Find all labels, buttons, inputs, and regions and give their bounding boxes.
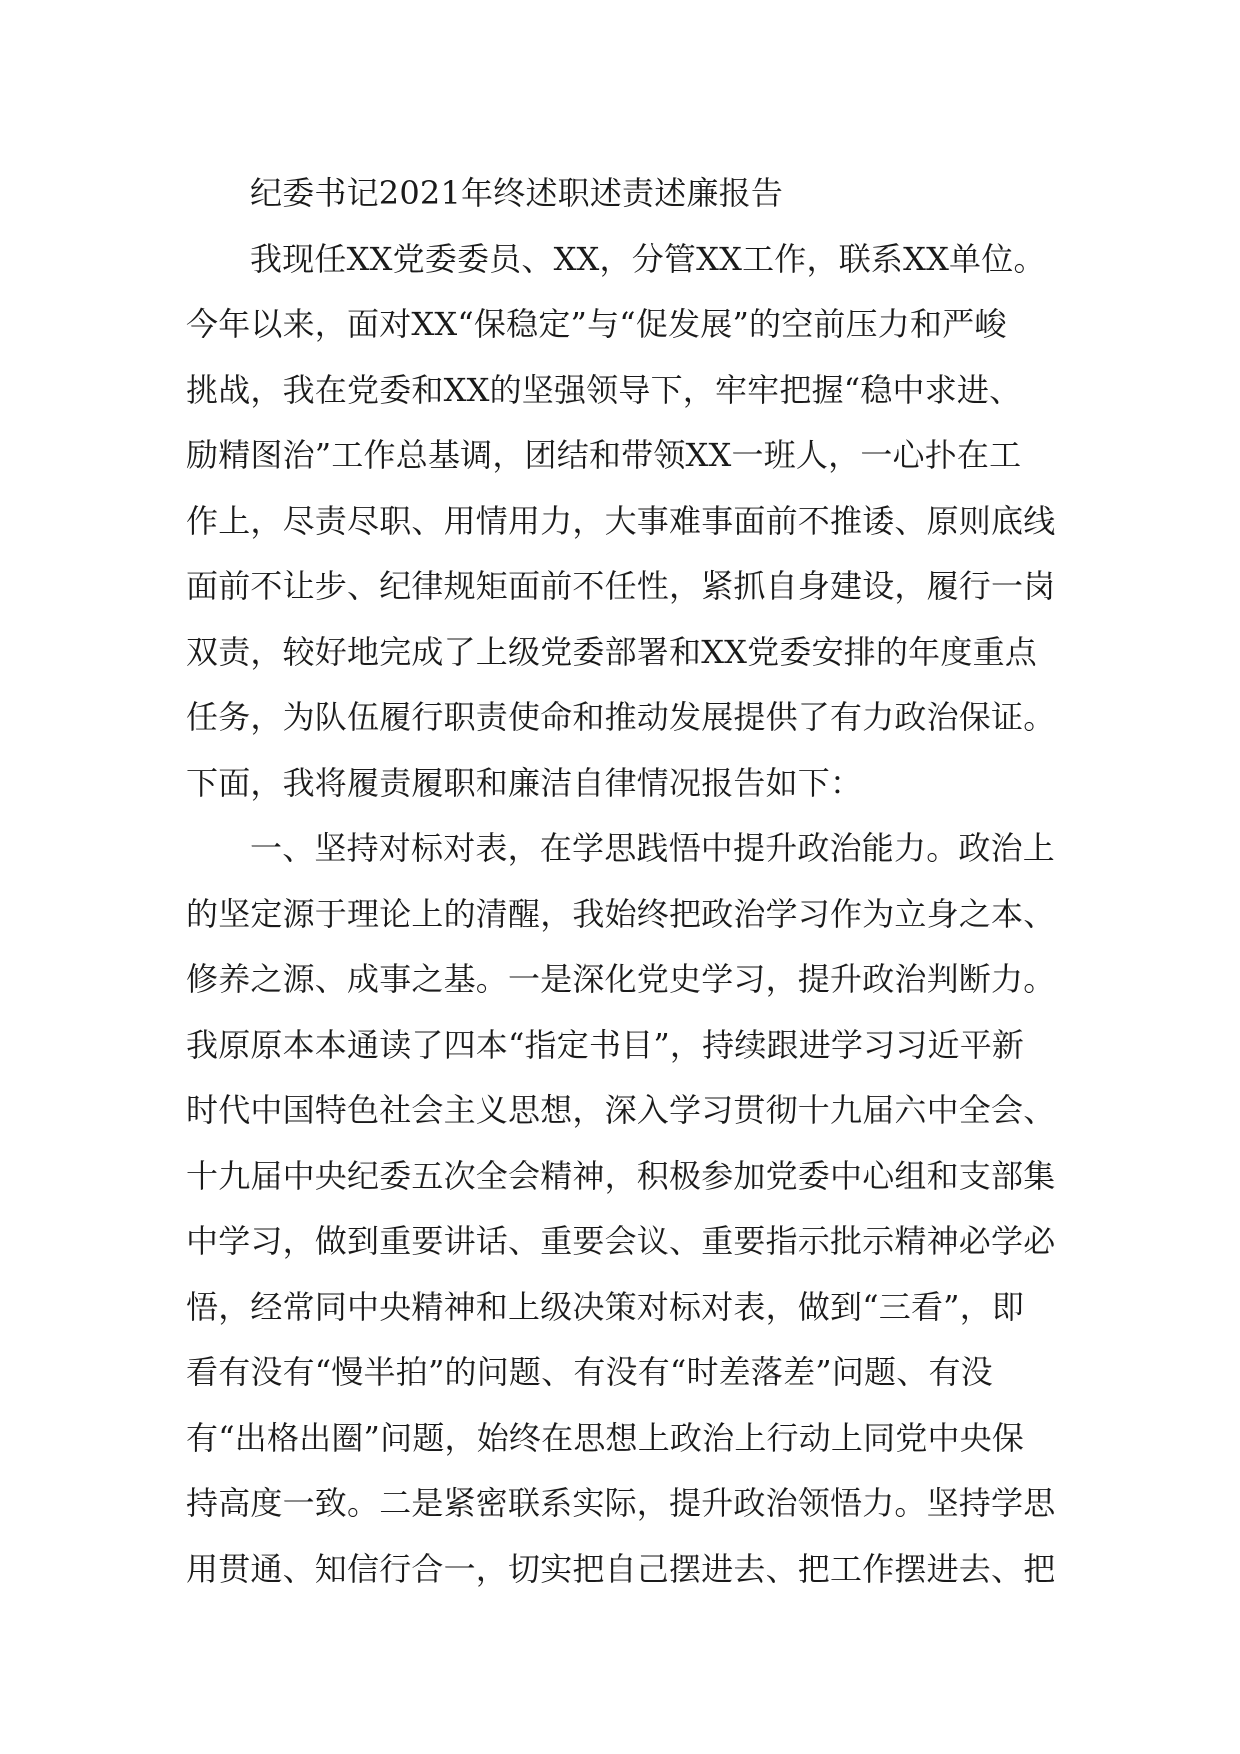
text-line: 时代中国特色社会主义思想，深入学习贯彻十九届六中全会、 xyxy=(186,1091,1056,1129)
document-title: 纪委书记2021年终述职述责述廉报告 xyxy=(250,174,784,212)
document-body xyxy=(186,161,1066,1602)
text-line: 挑战，我在党委和XX的坚强领导下，牢牢把握“稳中求进、 xyxy=(186,370,1022,409)
text-line: 我原原本本通读了四本“指定书目”，持续跟进学习习近平新 xyxy=(186,1025,1025,1064)
text-line: 励精图治”工作总基调，团结和带领XX一班人，一心扑在工 xyxy=(186,436,1022,474)
text-line: 一、坚持对标对表，在学思践悟中提升政治能力。政治上 xyxy=(250,829,1056,867)
text-line: 作上，尽责尽职、用情用力，大事难事面前不推诿、原则底线 xyxy=(186,501,1056,540)
text-line: 看有没有“慢半拍”的问题、有没有“时差落差”问题、有没 xyxy=(186,1353,993,1391)
text-line: 我现任XX党委委员、XX，分管XX工作，联系XX单位。 xyxy=(250,239,1046,278)
text-line: 今年以来，面对XX“保稳定”与“促发展”的空前压力和严峻 xyxy=(186,305,1007,343)
text-line: 的坚定源于理论上的清醒，我始终把政治学习作为立身之本、 xyxy=(186,894,1056,933)
text-line: 双责，较好地完成了上级党委部署和XX党委安排的年度重点 xyxy=(186,632,1037,671)
text-line: 悟，经常同中央精神和上级决策对标对表，做到“三看”，即 xyxy=(186,1287,1025,1326)
text-line: 面前不让步、纪律规矩面前不任性，紧抓自身建设，履行一岗 xyxy=(186,567,1056,605)
text-line: 十九届中央纪委五次全会精神，积极参加党委中心组和支部集 xyxy=(186,1156,1056,1195)
text-line: 持高度一致。二是紧密联系实际，提升政治领悟力。坚持学思 xyxy=(186,1484,1056,1522)
text-line: 修养之源、成事之基。一是深化党史学习，提升政治判断力。 xyxy=(186,960,1056,998)
text-line: 下面，我将履责履职和廉洁自律情况报告如下： xyxy=(186,763,863,802)
text-line: 有“出格出圈”问题，始终在思想上政治上行动上同党中央保 xyxy=(186,1418,1025,1457)
text-line: 中学习，做到重要讲话、重要会议、重要指示批示精神必学必 xyxy=(186,1222,1056,1260)
text-line: 任务，为队伍履行职责使命和推动发展提供了有力政治保证。 xyxy=(186,698,1056,736)
text-line: 用贯通、知信行合一，切实把自己摆进去、把工作摆进去、把 xyxy=(186,1549,1056,1588)
